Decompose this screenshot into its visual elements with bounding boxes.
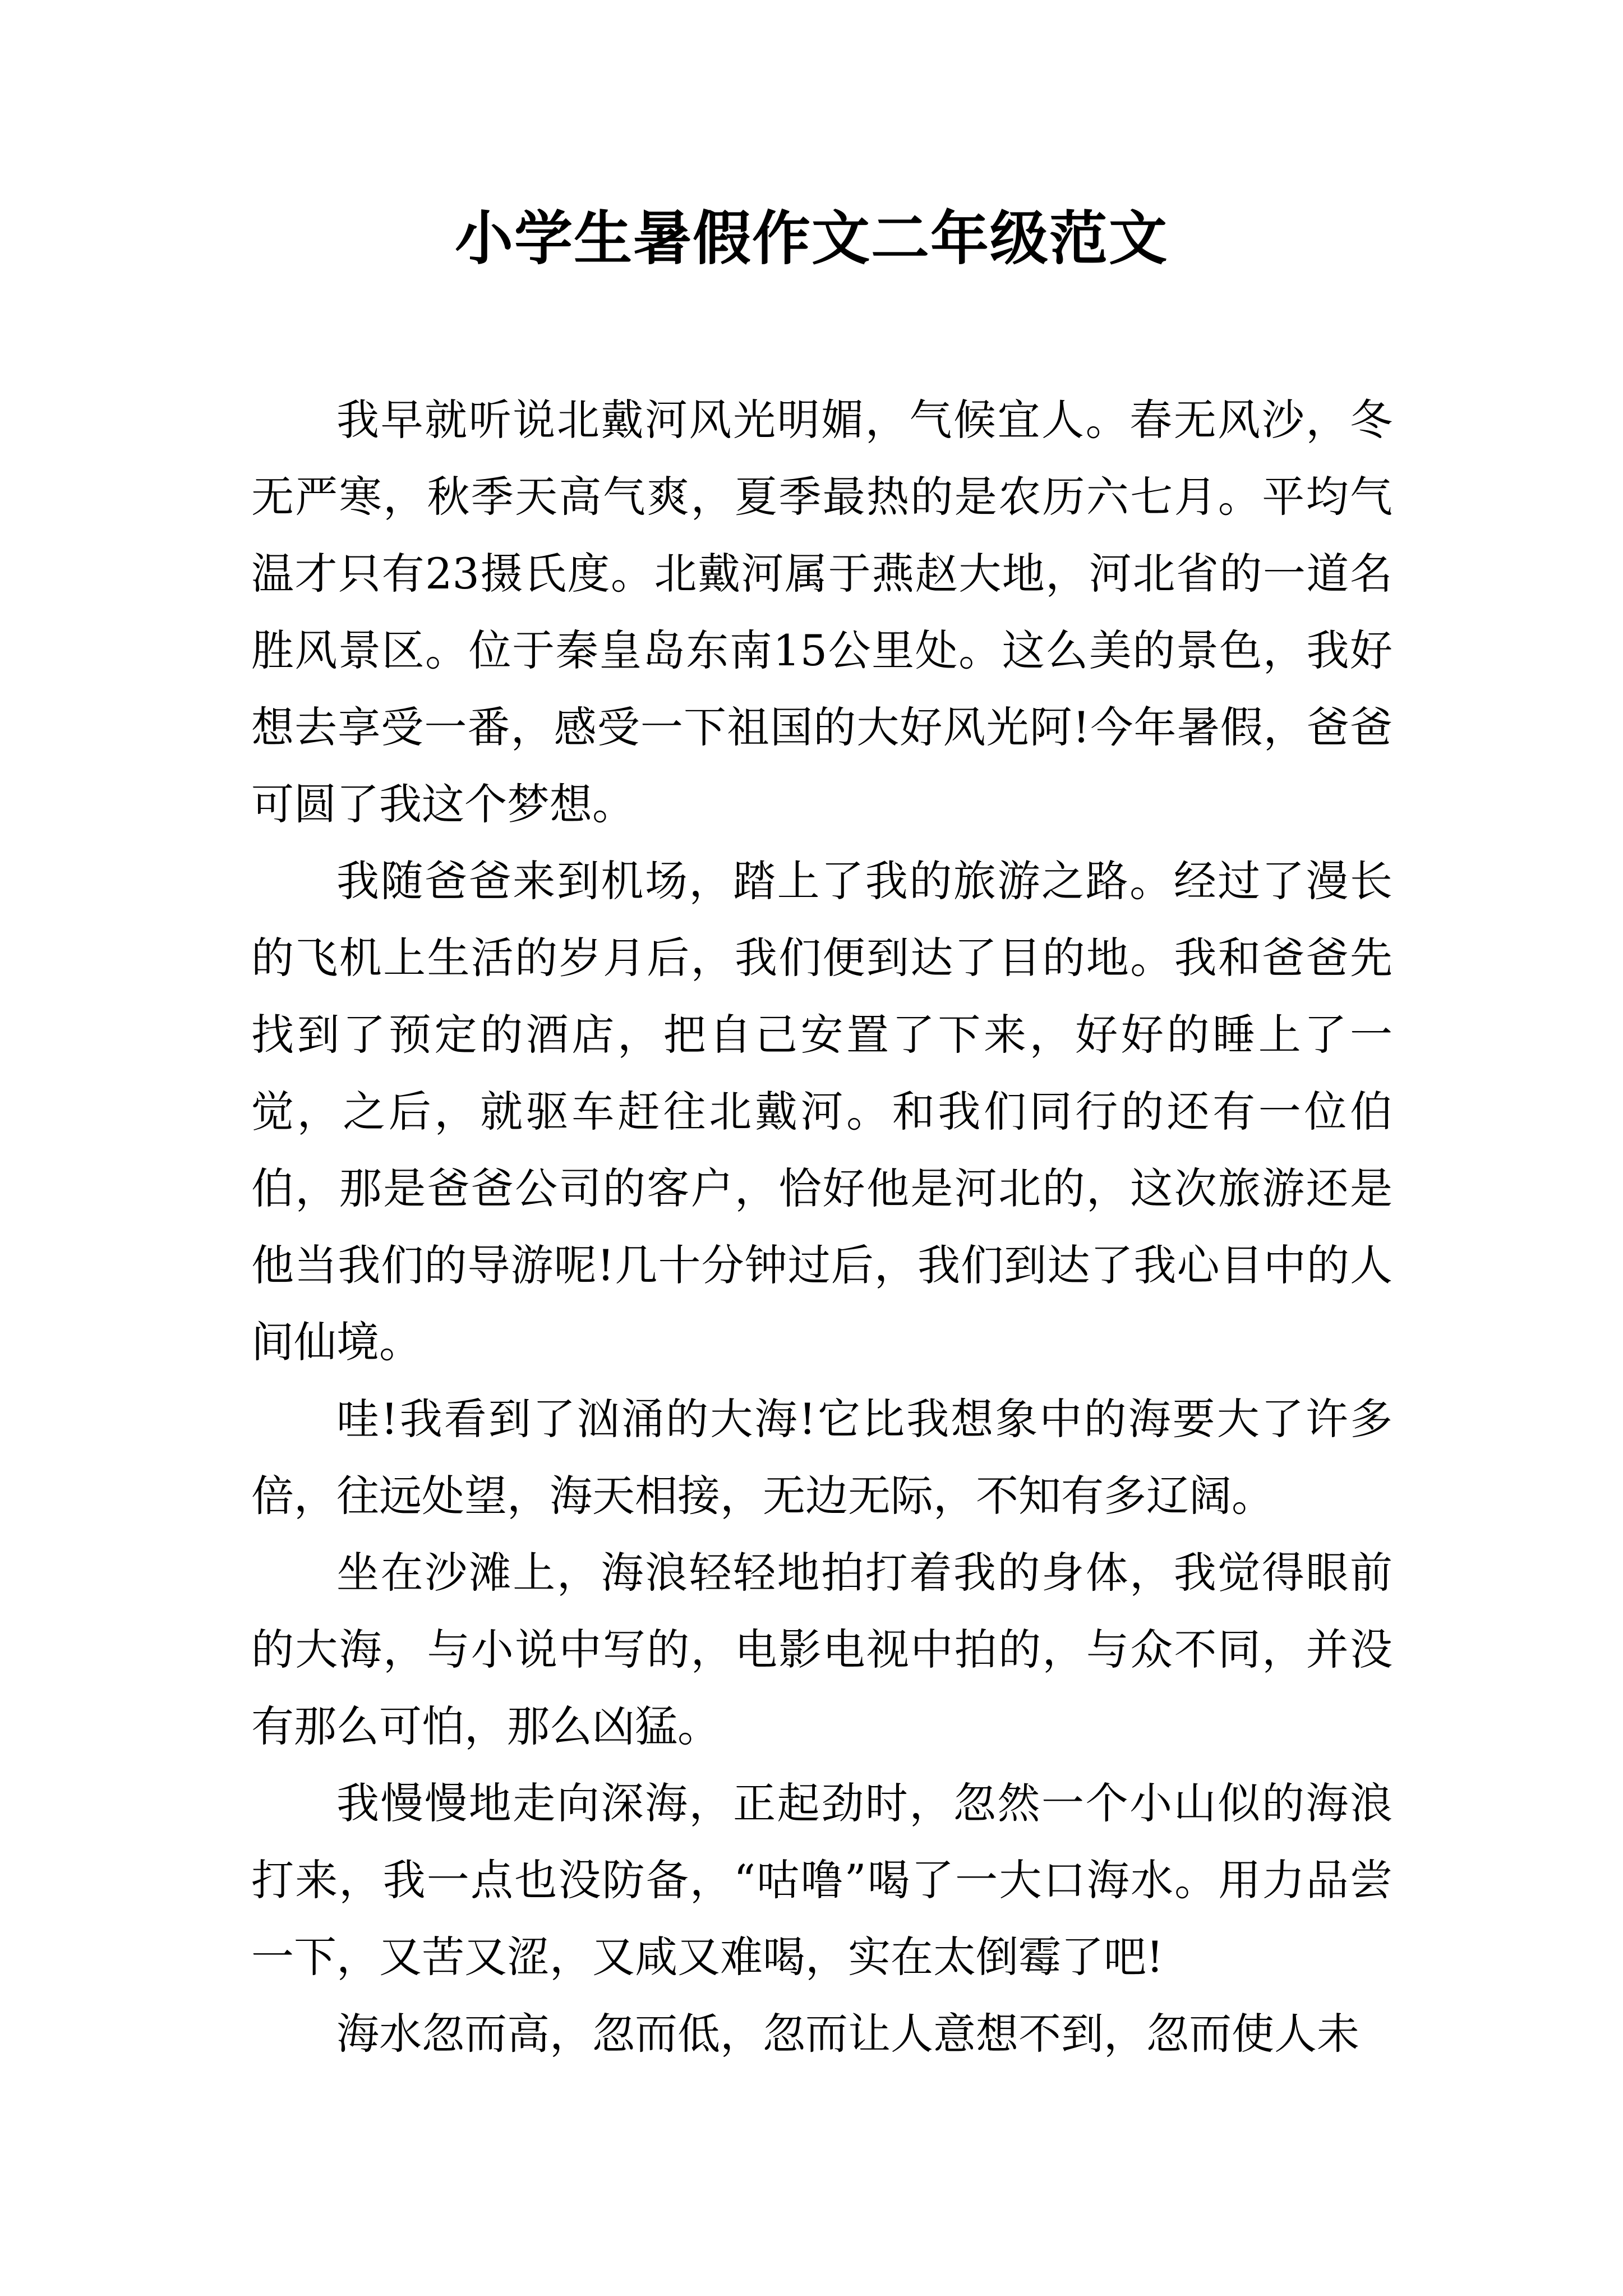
paragraph: 我慢慢地走向深海，正起劲时，忽然一个小山似的海浪打来，我一点也没防备，“咕噜”喝了一大口海水。用力品尝一下，又苦又涩，又咸又难喝，实在太倒霉了吧!	[251, 1778, 1393, 1982]
paragraph: 哇!我看到了汹涌的大海!它比我想象中的海要大了许多倍，往远处望，海天相接，无边无际，不知有多辽阔。	[251, 1394, 1393, 1521]
paragraph: 我早就听说北戴河风光明媚，气候宜人。春无风沙，冬无严寒，秋季天高气爽，夏季最热的是农历六七月。平均气温才只有23摄氏度。北戴河属于燕赵大地，河北省的一道名胜风景区。位于秦皇岛东南15公里处。这么美的景色，我好想去享受一番，感受一下祖国的大好风光阿!今年暑假，爸爸可圆了我这个梦想。	[251, 395, 1393, 829]
paragraph: 坐在沙滩上，海浪轻轻地拍打着我的身体，我觉得眼前的大海，与小说中写的，电影电视中拍的，与众不同，并没有那么可怕，那么凶猛。	[251, 1548, 1393, 1751]
paragraph: 我随爸爸来到机场，踏上了我的旅游之路。经过了漫长的飞机上生活的岁月后，我们便到达了目的地。我和爸爸先找到了预定的酒店，把自己安置了下来，好好的睡上了一觉，之后，就驱车赶往北戴河。和我们同行的还有一位伯伯，那是爸爸公司的客户，恰好他是河北的，这次旅游还是他当我们的导游呢!几十分钟过后，我们到达了我心目中的人间仙境。	[251, 856, 1393, 1367]
document-title: 小学生暑假作文二年级范文	[454, 204, 1168, 273]
paragraph: 海水忽而高，忽而低，忽而让人意想不到，忽而使人未	[336, 2009, 1359, 2059]
document-body	[251, 381, 1393, 2072]
